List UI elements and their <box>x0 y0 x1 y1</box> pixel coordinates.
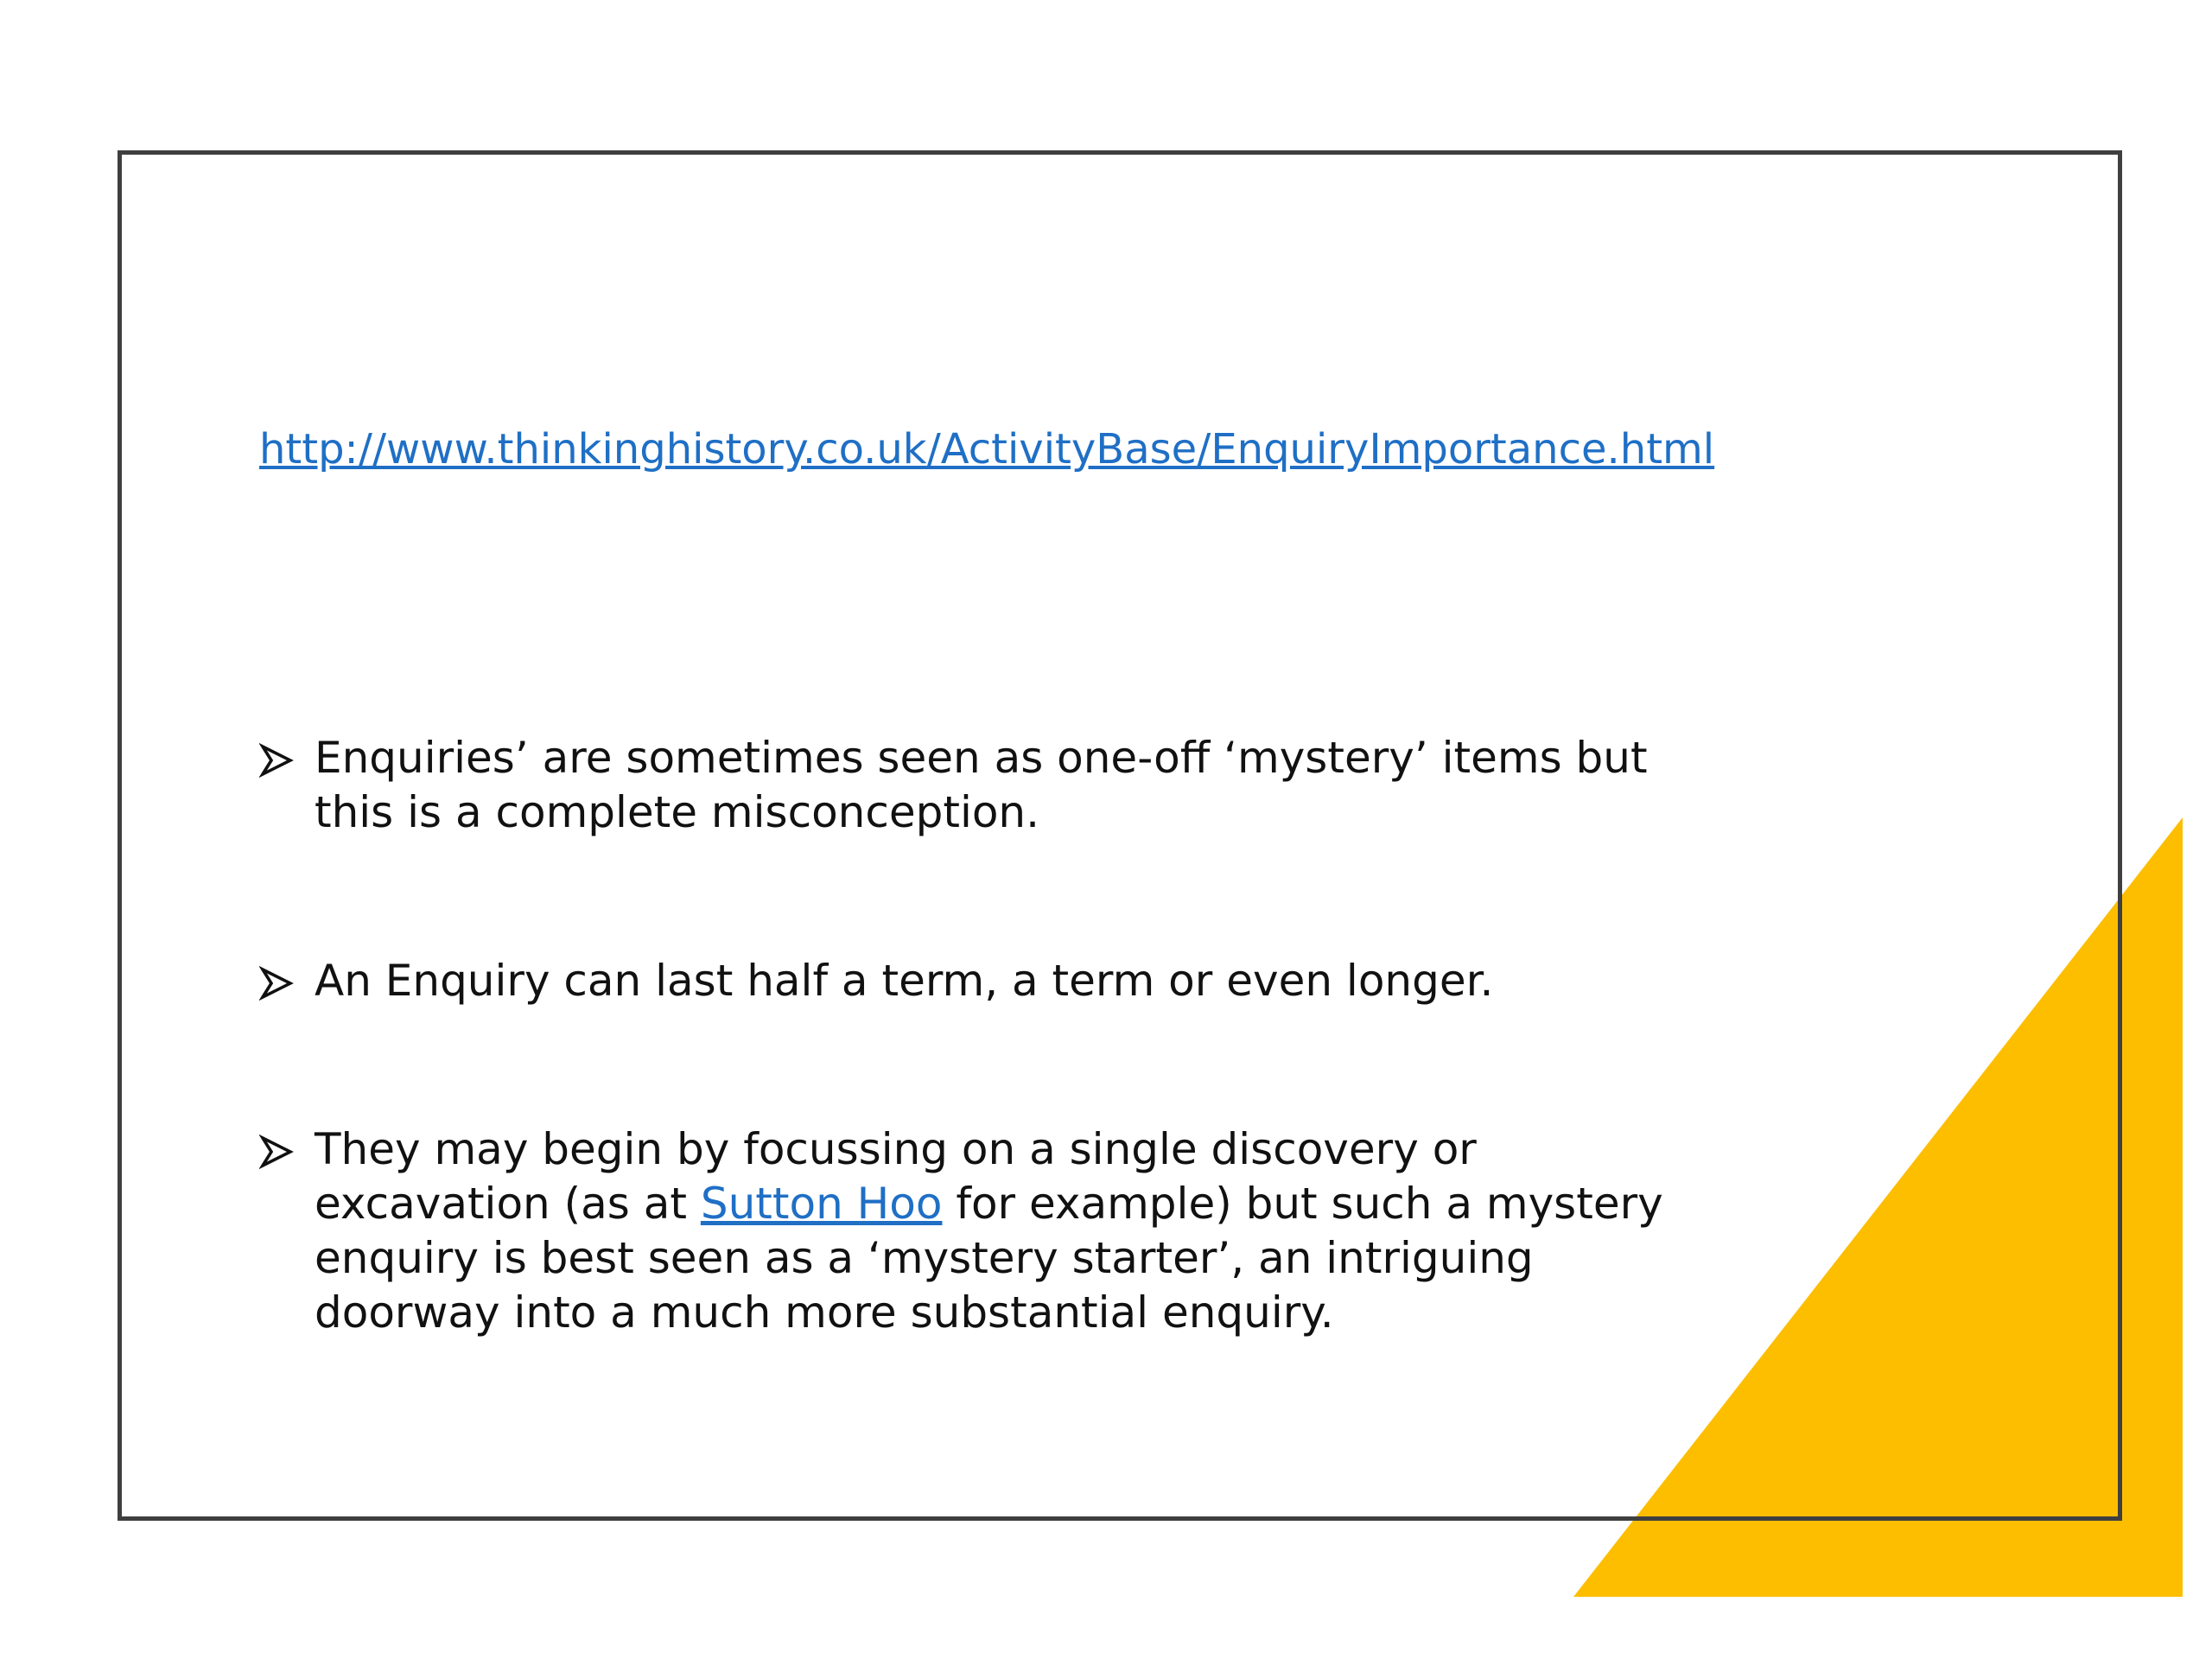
arrowhead-bullet-icon <box>259 1135 294 1169</box>
source-url-link[interactable]: http://www.thinkinghistory.co.uk/ActivityBase/EnquiryImportance.html <box>259 425 1715 474</box>
bullet-text-after-link: for example) but such a mystery enquiry is best seen as a ‘mystery starter’, an intriguing doorway into a much more substantial enquiry. <box>315 1179 1663 1338</box>
arrowhead-bullet-icon <box>259 966 294 1001</box>
bullet-text: An Enquiry can last half a term, a term or even longer. <box>315 956 1494 1006</box>
bullet-item-duration <box>259 954 1711 1008</box>
bullet-text-before-link: They may begin by focussing on a single discovery or excavation (as at <box>315 1124 1477 1229</box>
sutton-hoo-link[interactable]: Sutton Hoo <box>700 1179 943 1229</box>
bullet-text: Enquiries’ are sometimes seen as one-off ‘mystery’ items but this is a complete misconception. <box>315 733 1648 837</box>
arrowhead-bullet-icon <box>259 743 294 778</box>
bullet-item-misconception <box>259 731 1711 840</box>
bullet-list <box>259 731 1711 1340</box>
bullet-item-mystery-starter <box>259 1122 1711 1340</box>
